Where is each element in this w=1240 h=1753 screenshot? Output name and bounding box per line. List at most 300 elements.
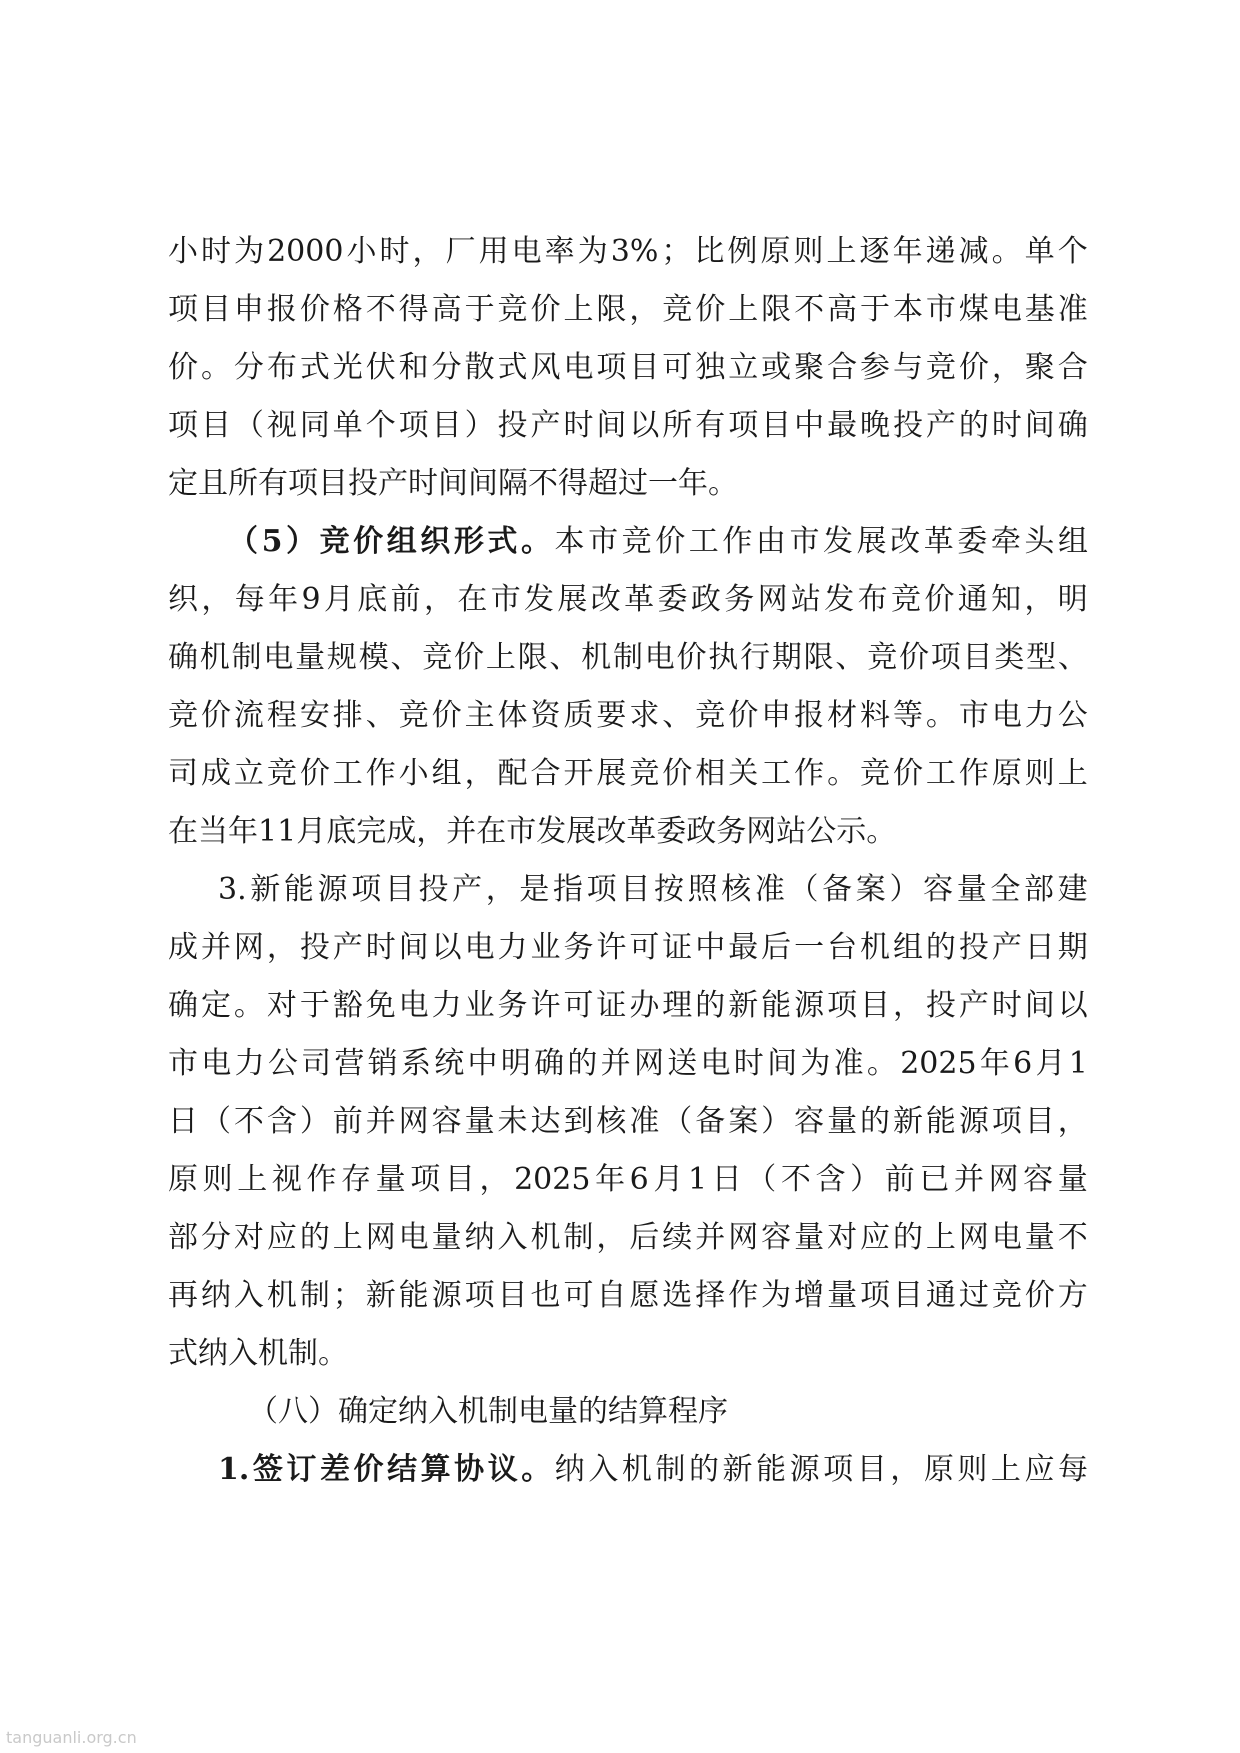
text-glyph: 网 [398, 1104, 429, 1139]
text-glyph: 的 [958, 408, 989, 443]
text-glyph: 办 [629, 988, 660, 1023]
text-glyph: 入 [497, 1220, 528, 1255]
text-glyph: 、 [390, 640, 421, 675]
paragraph-line [168, 1209, 1088, 1267]
text-glyph: 台 [827, 930, 858, 965]
text-glyph: 分 [200, 1220, 231, 1255]
text-glyph: 报 [794, 698, 825, 733]
text-glyph: 组 [1057, 524, 1088, 559]
text-glyph: 的 [299, 1220, 330, 1255]
text-glyph: 对 [233, 1220, 264, 1255]
paragraph-line [168, 397, 1088, 455]
text-glyph: 项 [728, 408, 759, 443]
text-glyph: 力 [431, 988, 462, 1023]
text-glyph: 入 [233, 1278, 264, 1313]
text-glyph: 含 [266, 1104, 297, 1139]
text-glyph: 式 [168, 1336, 198, 1371]
text-glyph: 月 [296, 814, 327, 849]
paragraph-line [168, 513, 1088, 571]
paragraph-line [168, 1325, 1088, 1383]
text-glyph: 时 [991, 988, 1022, 1023]
text-glyph: 照 [687, 872, 718, 907]
text-glyph: 3. [218, 872, 247, 907]
bold-text-glyph: 1. [218, 1452, 250, 1487]
text-glyph: 中 [467, 1046, 498, 1081]
text-glyph: 务 [716, 814, 747, 849]
text-glyph: 的 [925, 930, 956, 965]
text-glyph: 纳 [198, 1336, 228, 1371]
text-glyph: 所 [228, 466, 258, 501]
text-glyph: 年 [228, 814, 258, 849]
text-glyph: 间 [596, 408, 627, 443]
text-glyph: 年 [892, 234, 923, 269]
text-glyph: 委 [657, 582, 688, 617]
text-glyph: 容 [1023, 1162, 1054, 1197]
text-glyph: 网 [365, 1220, 396, 1255]
text-glyph: 比 [694, 234, 725, 269]
text-glyph: 期 [1057, 930, 1088, 965]
text-glyph: 则 [793, 234, 824, 269]
text-glyph: 开 [563, 756, 594, 791]
text-glyph: 备 [822, 872, 853, 907]
text-glyph: 网 [233, 930, 264, 965]
paragraph-line [168, 339, 1088, 397]
text-glyph: 项 [991, 1104, 1022, 1139]
text-glyph: 市 [506, 814, 537, 849]
text-glyph: 式 [299, 350, 330, 385]
text-glyph: 网 [633, 1046, 664, 1081]
text-glyph: 市 [958, 698, 989, 733]
text-glyph: 项 [464, 1278, 495, 1313]
text-glyph: 于 [464, 292, 495, 327]
text-glyph: 并 [695, 1220, 726, 1255]
text-glyph: 知 [991, 582, 1022, 617]
section-heading: （八）确定纳入机制电量的结算程序 [248, 1394, 728, 1429]
text-glyph: 立 [728, 350, 759, 385]
text-glyph: 后 [761, 930, 792, 965]
text-glyph: 可 [563, 1278, 594, 1313]
text-glyph: 公 [806, 814, 837, 849]
text-glyph: 程 [266, 698, 297, 733]
text-glyph: 容 [923, 872, 954, 907]
text-glyph: （ [746, 1162, 777, 1197]
text-glyph: 申 [761, 698, 792, 733]
text-glyph: 作 [958, 756, 989, 791]
text-glyph: 目 [444, 1162, 475, 1197]
text-glyph: 产 [958, 988, 989, 1023]
text-glyph: 准 [629, 1104, 660, 1139]
text-glyph: 高 [827, 292, 858, 327]
text-glyph: 不 [1057, 1220, 1088, 1255]
text-glyph: 流 [233, 698, 264, 733]
text-glyph: ， [412, 234, 443, 269]
text-glyph: 项 [288, 466, 318, 501]
text-glyph: 机 [258, 1336, 288, 1371]
text-glyph: 组 [431, 756, 462, 791]
text-glyph: 司 [168, 756, 198, 791]
text-glyph: 电 [991, 1220, 1022, 1255]
bold-text-glyph: 算 [420, 1452, 451, 1487]
text-glyph: 最 [728, 930, 759, 965]
text-glyph: 市 [168, 1046, 198, 1081]
text-glyph: 达 [530, 1104, 561, 1139]
text-glyph: 竞 [695, 698, 726, 733]
text-glyph: 织 [168, 582, 198, 617]
text-glyph: ， [1024, 582, 1055, 617]
text-glyph: 煤 [958, 292, 989, 327]
text-glyph: 委 [656, 814, 687, 849]
text-glyph: 价 [431, 698, 462, 733]
paragraph-line [168, 977, 1088, 1035]
text-glyph: 电 [991, 292, 1022, 327]
paragraph-line [168, 1151, 1088, 1209]
text-glyph: 基 [1024, 292, 1055, 327]
text-glyph: 增 [794, 1278, 825, 1313]
text-glyph: 立 [233, 756, 264, 791]
text-glyph: 中 [794, 408, 825, 443]
text-glyph: 竞 [662, 292, 693, 327]
text-glyph: 每 [1058, 1452, 1088, 1487]
text-glyph: 资 [530, 698, 561, 733]
text-glyph: 间 [438, 466, 468, 501]
text-glyph: 的 [567, 1046, 598, 1081]
text-glyph: 时 [379, 234, 410, 269]
text-glyph: 以 [431, 930, 462, 965]
text-glyph: 案 [728, 1104, 759, 1139]
text-glyph: 竞 [867, 640, 898, 675]
text-glyph: 目 [497, 1278, 528, 1313]
text-glyph: 并 [365, 1104, 396, 1139]
text-glyph: 能 [756, 1452, 787, 1487]
text-glyph: 要 [596, 698, 627, 733]
text-glyph: 以 [1057, 988, 1088, 1023]
text-glyph: 1 [1068, 1046, 1088, 1081]
text-glyph: 制 [231, 640, 262, 675]
paragraph-line [168, 861, 1088, 919]
text-glyph: 6 [1013, 1046, 1033, 1081]
text-glyph: 不 [233, 1104, 264, 1139]
text-glyph: 聚 [1024, 350, 1055, 385]
text-glyph: 量 [794, 1220, 825, 1255]
text-glyph: 已 [919, 1162, 950, 1197]
text-glyph: 备 [695, 1104, 726, 1139]
bold-text-glyph: 竞 [319, 524, 350, 559]
text-glyph: 并 [446, 814, 477, 849]
text-glyph: 目 [200, 292, 231, 327]
text-glyph: 产 [378, 466, 408, 501]
text-glyph: 单 [332, 408, 363, 443]
text-glyph: 竞 [422, 640, 453, 675]
text-glyph: 案 [855, 872, 886, 907]
text-glyph: 目 [892, 1278, 923, 1313]
text-glyph: 式 [497, 350, 528, 385]
text-glyph: 有 [258, 466, 288, 501]
text-glyph: 为 [800, 1046, 831, 1081]
text-glyph: 价 [892, 756, 923, 791]
text-glyph: 目 [962, 640, 993, 675]
text-glyph: 能 [761, 988, 792, 1023]
text-glyph: 不 [780, 1162, 811, 1197]
text-glyph: 应 [860, 1220, 891, 1255]
text-glyph: 续 [662, 1220, 693, 1255]
text-glyph: 或 [761, 350, 792, 385]
text-glyph: 伏 [365, 350, 396, 385]
text-glyph: 能 [398, 1278, 429, 1313]
text-glyph: 参 [860, 350, 891, 385]
text-glyph: 量 [375, 1162, 406, 1197]
text-glyph: 机 [621, 1452, 652, 1487]
text-glyph: 上 [1057, 756, 1088, 791]
text-glyph: 个 [1057, 234, 1088, 269]
text-glyph: 型 [1026, 640, 1057, 675]
text-glyph: 明 [1057, 582, 1088, 617]
text-glyph: 逐 [859, 234, 890, 269]
text-glyph: 原 [760, 234, 791, 269]
text-glyph: 制 [288, 1336, 318, 1371]
text-glyph: 制 [612, 640, 643, 675]
bold-text-glyph: 5 [261, 524, 283, 559]
text-glyph: 和 [398, 350, 429, 385]
text-glyph: 项 [168, 292, 198, 327]
text-glyph: 项 [398, 408, 429, 443]
text-glyph: 改 [890, 524, 921, 559]
text-glyph: 关 [728, 756, 759, 791]
text-glyph: 作 [306, 1162, 337, 1197]
bold-text-glyph: 订 [286, 1452, 317, 1487]
text-glyph: 通 [925, 1278, 956, 1313]
text-glyph: 成 [200, 756, 231, 791]
text-glyph: 成 [386, 814, 417, 849]
paragraph-line [168, 281, 1088, 339]
text-glyph: 送 [667, 1046, 698, 1081]
text-glyph: 发 [824, 582, 855, 617]
text-glyph: 作 [722, 524, 753, 559]
text-glyph: 项 [930, 640, 961, 675]
text-glyph: 3% [610, 234, 659, 269]
paragraph-line [168, 1093, 1088, 1151]
text-glyph: 年 [678, 466, 708, 501]
text-glyph: 制 [655, 1452, 686, 1487]
text-glyph: 项 [168, 408, 198, 443]
text-glyph: 项 [823, 1452, 854, 1487]
text-glyph: 时 [563, 408, 594, 443]
text-glyph: 机 [581, 640, 612, 675]
text-glyph: 业 [464, 988, 495, 1023]
text-glyph: 中 [695, 930, 726, 965]
text-glyph: 产 [925, 408, 956, 443]
text-glyph: 部 [1024, 872, 1054, 907]
text-glyph: 价 [728, 698, 759, 733]
text-glyph: 间 [1024, 988, 1055, 1023]
text-glyph: 明 [500, 1046, 531, 1081]
text-glyph: 当 [198, 814, 228, 849]
text-glyph: 确 [168, 640, 198, 675]
text-glyph: 2025 [514, 1162, 591, 1197]
text-glyph: 合 [827, 350, 858, 385]
text-glyph: 含 [815, 1162, 846, 1197]
text-glyph: 新 [892, 1104, 923, 1139]
text-glyph: 销 [367, 1046, 398, 1081]
text-glyph: 竞 [497, 292, 528, 327]
bold-text-glyph: 差 [319, 1452, 350, 1487]
text-glyph: 入 [588, 1452, 619, 1487]
text-glyph: 风 [530, 350, 561, 385]
text-glyph: 求 [629, 698, 660, 733]
text-glyph: 1 [687, 1162, 708, 1197]
text-glyph: 光 [332, 350, 363, 385]
text-glyph: 项 [596, 350, 627, 385]
paragraph-line [168, 223, 1088, 281]
text-glyph: ） [761, 1104, 792, 1139]
text-glyph: 主 [464, 698, 495, 733]
text-glyph: 纳 [464, 1220, 495, 1255]
text-glyph: 不 [794, 292, 825, 327]
text-glyph: 投 [299, 930, 330, 965]
text-glyph: 网 [958, 1220, 989, 1255]
text-glyph: 量 [1024, 1220, 1055, 1255]
text-glyph: 目 [620, 872, 651, 907]
text-glyph: 完 [356, 814, 387, 849]
text-glyph: 上 [237, 1162, 268, 1197]
text-glyph: ） [889, 872, 920, 907]
text-glyph: 个 [365, 408, 396, 443]
bold-text-glyph: 价 [353, 524, 384, 559]
text-glyph: 证 [596, 988, 627, 1023]
text-glyph: 源 [958, 1104, 989, 1139]
text-glyph: 小 [346, 234, 377, 269]
text-glyph: 料 [860, 698, 891, 733]
text-glyph: 确 [168, 988, 198, 1023]
text-glyph: 电 [991, 698, 1022, 733]
text-glyph: 年 [595, 1162, 626, 1197]
text-glyph: 确 [1057, 408, 1088, 443]
text-glyph: 制 [299, 1278, 330, 1313]
text-glyph: 对 [266, 988, 297, 1023]
bold-text-glyph: 协 [454, 1452, 485, 1487]
text-glyph: 执 [708, 640, 739, 675]
text-glyph: 上 [826, 234, 857, 269]
text-glyph: 在 [457, 582, 488, 617]
text-glyph: 独 [695, 350, 726, 385]
text-glyph: 对 [827, 1220, 858, 1255]
text-glyph: ， [416, 814, 447, 849]
text-glyph: 过 [618, 466, 648, 501]
text-glyph: 竞 [629, 756, 660, 791]
text-glyph: 机 [530, 1220, 561, 1255]
text-glyph: 目 [318, 466, 348, 501]
text-glyph: 递 [925, 234, 956, 269]
text-glyph: 小 [168, 234, 198, 269]
paragraph-line [168, 1267, 1088, 1325]
text-glyph: ） [464, 408, 495, 443]
text-glyph: 力 [234, 1046, 265, 1081]
text-glyph: 电 [700, 1046, 731, 1081]
text-glyph: 务 [497, 988, 528, 1023]
text-glyph: 不 [365, 292, 396, 327]
text-glyph: 一 [648, 466, 678, 501]
text-glyph: 源 [789, 1452, 820, 1487]
text-glyph: 务 [563, 930, 594, 965]
paragraph-line [168, 1035, 1088, 1093]
text-glyph: 产 [530, 408, 561, 443]
text-glyph: 应 [1024, 1452, 1055, 1487]
text-glyph: 目 [431, 408, 462, 443]
text-glyph: ， [991, 350, 1022, 385]
text-glyph: 。 [827, 756, 858, 791]
text-glyph: 存 [341, 1162, 372, 1197]
text-glyph: 过 [958, 1278, 989, 1313]
text-glyph: 展 [596, 756, 627, 791]
text-glyph: 价 [454, 640, 485, 675]
text-glyph: 组 [892, 930, 923, 965]
text-glyph: 到 [563, 1104, 594, 1139]
text-glyph: 价 [676, 640, 707, 675]
text-glyph: 量 [1057, 1162, 1088, 1197]
text-glyph: 率 [544, 234, 575, 269]
text-glyph: 每 [234, 582, 265, 617]
text-glyph: 最 [827, 408, 858, 443]
text-glyph: 11 [258, 814, 297, 849]
text-glyph: 产 [991, 930, 1022, 965]
text-glyph: 上 [990, 1452, 1021, 1487]
text-glyph: 目 [860, 988, 891, 1023]
text-glyph: ） [299, 1104, 330, 1139]
text-glyph: 后 [629, 1220, 660, 1255]
text-glyph: ， [1057, 1104, 1088, 1139]
text-glyph: 未 [497, 1104, 528, 1139]
text-glyph: 时 [991, 408, 1022, 443]
text-glyph: 间 [398, 930, 429, 965]
text-glyph: 头 [1024, 524, 1055, 559]
text-glyph: 业 [530, 930, 561, 965]
text-glyph: 竞 [925, 350, 956, 385]
text-glyph: 限 [596, 292, 627, 327]
text-glyph: 许 [530, 988, 561, 1023]
text-glyph: 年 [979, 1046, 1010, 1081]
text-glyph: 量 [827, 1278, 858, 1313]
text-glyph: 力 [497, 930, 528, 965]
text-glyph: 分 [431, 350, 462, 385]
bold-text-glyph: 议 [487, 1452, 518, 1487]
text-glyph: 则 [1024, 756, 1055, 791]
text-glyph: 纳 [554, 1452, 585, 1487]
text-glyph: 价 [898, 640, 929, 675]
text-glyph: 项 [860, 1278, 891, 1313]
text-glyph: 原 [991, 756, 1022, 791]
text-glyph: 量 [431, 1220, 462, 1255]
text-glyph: 核 [596, 1104, 627, 1139]
text-glyph: 按 [653, 872, 684, 907]
text-glyph: 源 [317, 872, 348, 907]
text-glyph: 散 [464, 350, 495, 385]
text-glyph: 合 [530, 756, 561, 791]
text-glyph: ； [332, 1278, 363, 1313]
text-glyph: 晚 [860, 408, 891, 443]
text-glyph: 统 [434, 1046, 465, 1081]
text-glyph: 竞 [398, 698, 429, 733]
text-glyph: 电 [201, 1046, 232, 1081]
text-glyph: 投 [497, 408, 528, 443]
text-glyph: 前 [332, 1104, 363, 1139]
text-glyph: 并 [953, 1162, 984, 1197]
text-glyph: 视 [271, 1162, 302, 1197]
text-glyph: 指 [553, 872, 584, 907]
text-glyph: 网 [728, 1220, 759, 1255]
text-glyph: 制 [563, 1220, 594, 1255]
bold-text-glyph: 组 [386, 524, 417, 559]
text-glyph: 价 [695, 292, 726, 327]
text-glyph: 、 [1057, 640, 1088, 675]
